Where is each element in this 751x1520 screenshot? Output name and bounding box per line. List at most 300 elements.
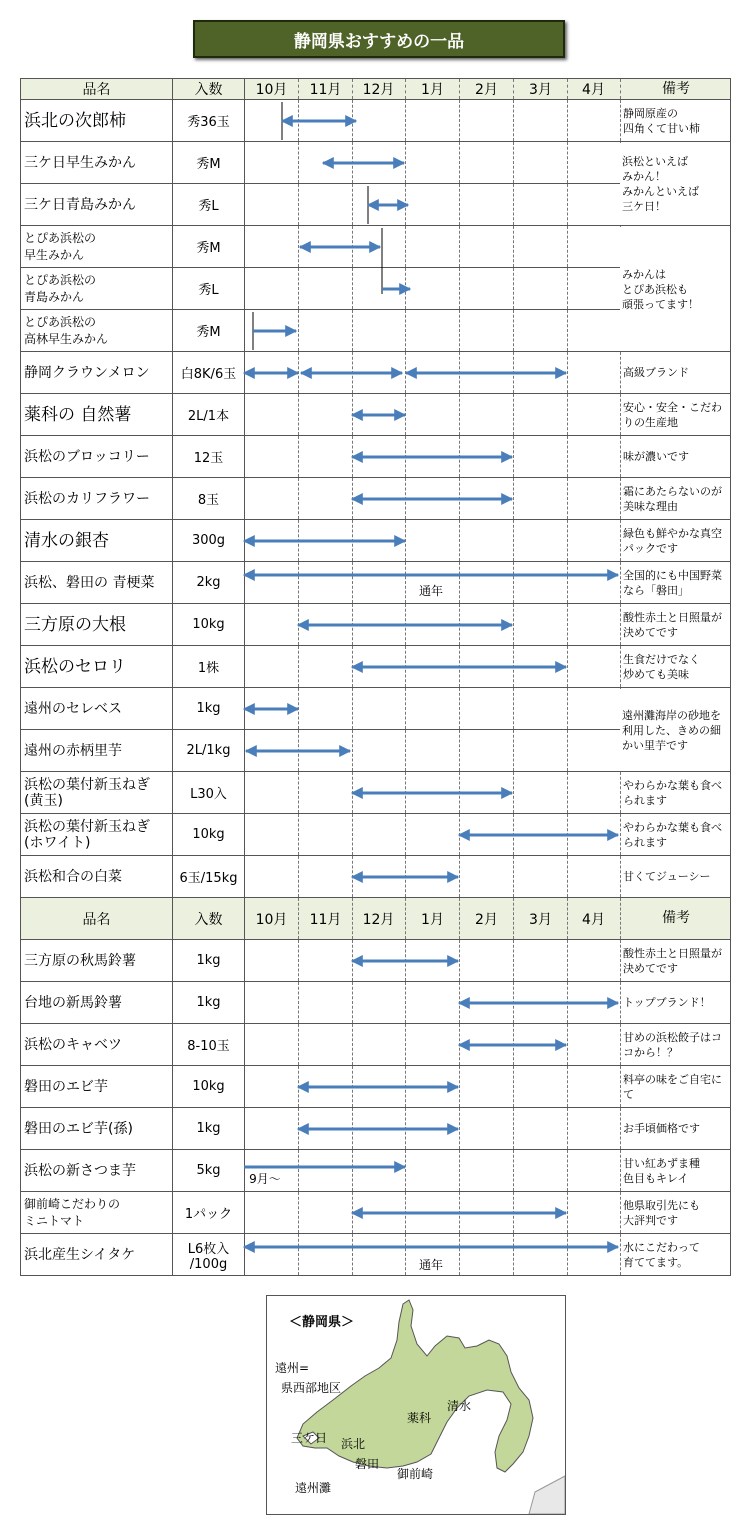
month-cell — [514, 772, 568, 813]
month-cell — [567, 730, 621, 771]
month-cell — [567, 688, 621, 729]
product-name-text: 三方原の大根 — [24, 614, 126, 635]
product-qty: 12玉 — [173, 436, 245, 477]
month-cell — [514, 814, 568, 855]
product-qty: 2L/1kg — [173, 730, 245, 771]
month-cell — [406, 982, 460, 1023]
month-cell — [352, 100, 406, 141]
shizuoka-map — [266, 1295, 566, 1515]
month-cell — [299, 520, 353, 561]
map-page-curl — [529, 1476, 565, 1514]
month-cell — [352, 226, 406, 267]
table-row — [20, 856, 731, 898]
month-cell — [245, 310, 299, 351]
product-name — [21, 646, 173, 687]
month-cell — [299, 352, 353, 393]
product-qty: 白8K/6玉 — [173, 352, 245, 393]
product-note: 霜にあたらないのが美味な理由 — [623, 484, 722, 513]
product-note: 甘めの浜松餃子はココから！？ — [623, 1030, 722, 1059]
table-row — [20, 646, 731, 688]
month-cell — [514, 1234, 568, 1275]
header-note: 備考 — [662, 80, 690, 97]
product-qty: 秀L — [173, 268, 245, 309]
month-cell — [245, 142, 299, 183]
product-name-text: 浜松のキャベツ — [24, 1036, 122, 1053]
month-cell — [460, 1024, 514, 1065]
product-name — [21, 856, 173, 897]
month-cell — [352, 478, 406, 519]
table-row — [20, 478, 731, 520]
product-name — [21, 1192, 173, 1233]
month-cell — [245, 478, 299, 519]
month-cell — [460, 520, 514, 561]
month-cell — [567, 352, 621, 393]
month-cell — [352, 268, 406, 309]
month-cell — [299, 772, 353, 813]
product-qty: 10kg — [173, 604, 245, 645]
month-cell — [514, 268, 568, 309]
month-cell — [352, 1108, 406, 1149]
map-label-mikkabi: 三ケ日 — [291, 1431, 328, 1445]
product-name-text: 磐田のエビ芋(孫) — [24, 1120, 133, 1137]
month-cell — [406, 478, 460, 519]
product-qty: 1株 — [173, 646, 245, 687]
product-name-text: 三ケ日早生みかん — [24, 154, 136, 171]
month-cell — [352, 1192, 406, 1233]
month-cell — [514, 226, 568, 267]
month-cell — [406, 142, 460, 183]
month-cell — [245, 184, 299, 225]
month-cell — [299, 982, 353, 1023]
product-note: 水にこだわって 育ててます。 — [623, 1240, 700, 1269]
month-cell — [567, 142, 621, 183]
header-month: 1月 — [406, 898, 460, 939]
product-name-text: 遠州のセレベス — [24, 700, 122, 717]
month-cell — [460, 478, 514, 519]
product-qty: 1kg — [173, 1108, 245, 1149]
month-cell — [245, 394, 299, 435]
month-cell — [352, 604, 406, 645]
header-month: 3月 — [514, 79, 568, 99]
product-name — [21, 436, 173, 477]
month-cell — [514, 520, 568, 561]
product-name — [21, 184, 173, 225]
month-cell — [460, 352, 514, 393]
month-cell — [299, 394, 353, 435]
month-cell — [352, 352, 406, 393]
year-round-label: 通年 — [418, 584, 444, 598]
product-name — [21, 562, 173, 603]
header-month: 2月 — [460, 79, 514, 99]
month-cell — [460, 1108, 514, 1149]
product-qty: 秀L — [173, 184, 245, 225]
month-cell — [514, 310, 568, 351]
month-cell — [245, 1192, 299, 1233]
month-cell — [299, 1150, 353, 1191]
month-cell — [567, 1066, 621, 1107]
month-cell — [514, 940, 568, 981]
month-cell — [352, 982, 406, 1023]
month-cell — [514, 100, 568, 141]
month-cell — [352, 1150, 406, 1191]
product-note: やわらかな葉も食べられます — [623, 778, 722, 807]
merged-note-mikan1: 浜松といえば みかん！ みかんといえば 三ケ日！ — [620, 143, 730, 225]
month-cell — [406, 310, 460, 351]
header-name: 品名 — [21, 79, 173, 99]
month-cell — [352, 856, 406, 897]
product-note: 生食だけでなく 炒めても美味 — [623, 652, 700, 681]
product-name — [21, 478, 173, 519]
month-cell — [352, 394, 406, 435]
header-qty: 入数 — [173, 79, 245, 99]
month-cell — [299, 1108, 353, 1149]
header-month: 11月 — [299, 79, 353, 99]
month-cell — [460, 1150, 514, 1191]
month-cell — [406, 772, 460, 813]
month-cell — [406, 1066, 460, 1107]
month-cell — [406, 436, 460, 477]
month-cell — [460, 730, 514, 771]
month-cell — [460, 1066, 514, 1107]
product-name — [21, 604, 173, 645]
table-header-row — [20, 898, 731, 940]
month-cell — [460, 982, 514, 1023]
product-note: お手頃価格です — [623, 1122, 700, 1135]
table-row — [20, 1150, 731, 1192]
product-qty: 秀36玉 — [173, 100, 245, 141]
month-cell — [567, 100, 621, 141]
month-cell — [406, 814, 460, 855]
product-name-text: とぴあ浜松の 青島みかん — [24, 272, 97, 304]
month-cell — [406, 268, 460, 309]
table-row — [20, 1024, 731, 1066]
month-cell — [406, 184, 460, 225]
table-row — [20, 1192, 731, 1234]
month-cell — [514, 982, 568, 1023]
product-note: 静岡原産の 四角くて甘い柿 — [623, 106, 700, 135]
month-cell — [460, 1192, 514, 1233]
month-cell — [352, 940, 406, 981]
header-qty: 入数 — [173, 898, 245, 939]
month-cell — [245, 562, 299, 603]
table-row — [20, 1108, 731, 1150]
month-cell — [406, 352, 460, 393]
product-qty: 秀M — [173, 142, 245, 183]
month-cell — [406, 1024, 460, 1065]
map-label-yakka: 薬科 — [407, 1411, 432, 1425]
month-cell — [460, 562, 514, 603]
month-cell — [460, 436, 514, 477]
month-cell — [567, 772, 621, 813]
product-qty: 8玉 — [173, 478, 245, 519]
product-note: 酸性赤土と日照量が決めてです — [623, 610, 722, 639]
month-cell — [352, 1066, 406, 1107]
month-cell — [514, 1108, 568, 1149]
product-name-text: とぴあ浜松の 早生みかん — [24, 230, 97, 262]
map-label-enshu: 遠州= — [275, 1361, 310, 1375]
map-label-west: 県西部地区 — [281, 1381, 342, 1395]
month-cell — [406, 1234, 460, 1275]
month-cell — [352, 562, 406, 603]
table-row — [20, 562, 731, 604]
month-cell — [245, 1108, 299, 1149]
month-cell — [245, 856, 299, 897]
month-cell — [406, 730, 460, 771]
map-label-shimizu: 清水 — [447, 1399, 472, 1413]
month-cell — [406, 940, 460, 981]
product-qty: 10kg — [173, 814, 245, 855]
product-qty: 1kg — [173, 940, 245, 981]
table-row — [20, 1234, 731, 1276]
product-qty: 1kg — [173, 688, 245, 729]
product-name — [21, 772, 173, 813]
month-cell — [460, 856, 514, 897]
product-name-text: 御前崎こだわりの ミニトマト — [24, 1196, 121, 1228]
product-note: 味が濃いです — [623, 450, 689, 463]
month-cell — [299, 856, 353, 897]
month-cell — [567, 184, 621, 225]
table-row — [20, 352, 731, 394]
month-cell — [245, 352, 299, 393]
month-cell — [514, 688, 568, 729]
month-cell — [299, 688, 353, 729]
month-cell — [567, 478, 621, 519]
header-month: 4月 — [567, 898, 621, 939]
header-month: 11月 — [299, 898, 353, 939]
product-name-text: とぴあ浜松の 高林早生みかん — [24, 314, 109, 346]
month-cell — [567, 520, 621, 561]
month-cell — [245, 1234, 299, 1275]
month-cell — [352, 730, 406, 771]
month-cell — [406, 688, 460, 729]
table-header-row — [20, 78, 731, 100]
month-cell — [514, 352, 568, 393]
month-cell — [514, 1192, 568, 1233]
month-cell — [245, 814, 299, 855]
month-cell — [299, 142, 353, 183]
header-month: 2月 — [460, 898, 514, 939]
product-name-text: 清水の銀杏 — [24, 530, 109, 551]
product-qty: 10kg — [173, 1066, 245, 1107]
product-name-text: 浜松の葉付新玉ねぎ (ホワイト) — [24, 818, 150, 851]
month-cell — [299, 646, 353, 687]
month-cell — [567, 604, 621, 645]
start-september-label: 9月～ — [249, 1172, 281, 1186]
month-cell — [460, 142, 514, 183]
month-cell — [352, 1234, 406, 1275]
product-name-text: 三ケ日青島みかん — [24, 196, 136, 213]
month-cell — [245, 226, 299, 267]
month-cell — [299, 730, 353, 771]
month-cell — [460, 604, 514, 645]
month-cell — [514, 478, 568, 519]
product-qty: L30入 — [173, 772, 245, 813]
month-cell — [299, 226, 353, 267]
month-cell — [299, 268, 353, 309]
month-cell — [567, 1024, 621, 1065]
month-cell — [406, 604, 460, 645]
product-qty: 6玉/15kg — [173, 856, 245, 897]
month-cell — [299, 310, 353, 351]
product-name-text: 台地の新馬鈴薯 — [24, 994, 122, 1011]
month-cell — [567, 268, 621, 309]
month-cell — [514, 394, 568, 435]
product-name-text: 浜北の次郎柿 — [24, 110, 126, 131]
month-cell — [299, 1024, 353, 1065]
product-name — [21, 1066, 173, 1107]
month-cell — [514, 730, 568, 771]
month-cell — [406, 1108, 460, 1149]
month-cell — [299, 604, 353, 645]
month-cell — [299, 184, 353, 225]
month-cell — [460, 646, 514, 687]
product-name-text: 遠州の赤柄里芋 — [24, 742, 122, 759]
month-cell — [299, 436, 353, 477]
month-cell — [245, 982, 299, 1023]
product-qty: 2kg — [173, 562, 245, 603]
month-cell — [299, 1234, 353, 1275]
header-month: 12月 — [352, 898, 406, 939]
month-cell — [460, 772, 514, 813]
table-row — [20, 940, 731, 982]
month-cell — [567, 1108, 621, 1149]
product-note: 高級ブランド — [623, 366, 689, 379]
month-cell — [352, 520, 406, 561]
month-cell — [406, 520, 460, 561]
month-cell — [460, 688, 514, 729]
table-row — [20, 814, 731, 856]
product-name-text: 浜松のブロッコリー — [24, 448, 150, 465]
month-cell — [460, 940, 514, 981]
product-name — [21, 1108, 173, 1149]
month-cell — [514, 1066, 568, 1107]
product-name — [21, 226, 173, 267]
product-name — [21, 394, 173, 435]
month-cell — [352, 772, 406, 813]
header-month: 4月 — [567, 79, 621, 99]
product-name — [21, 730, 173, 771]
header-month: 1月 — [406, 79, 460, 99]
map-label-omaezaki: 御前崎 — [397, 1467, 434, 1481]
header-note: 備考 — [662, 910, 690, 926]
month-cell — [245, 520, 299, 561]
month-cell — [460, 184, 514, 225]
product-name — [21, 1150, 173, 1191]
product-name — [21, 268, 173, 309]
month-cell — [514, 184, 568, 225]
month-cell — [245, 100, 299, 141]
month-cell — [299, 478, 353, 519]
header-month: 12月 — [352, 79, 406, 99]
month-cell — [245, 1150, 299, 1191]
month-cell — [567, 646, 621, 687]
month-cell — [567, 310, 621, 351]
month-cell — [406, 100, 460, 141]
product-name-text: 浜松和合の白菜 — [24, 868, 122, 885]
product-qty: 1パック — [173, 1192, 245, 1233]
month-cell — [352, 1024, 406, 1065]
product-name — [21, 688, 173, 729]
month-cell — [352, 436, 406, 477]
product-name-text: 三方原の秋馬鈴薯 — [24, 952, 136, 969]
product-name — [21, 814, 173, 855]
product-note: 全国的にも中国野菜なら「磐田」 — [623, 568, 722, 597]
merged-note-enshu: 遠州灘海岸の砂地を利用した、きめの細かい里芋です — [620, 689, 730, 771]
month-cell — [567, 394, 621, 435]
product-qty: 8-10玉 — [173, 1024, 245, 1065]
map-title: ＜静岡県＞ — [289, 1315, 355, 1330]
month-cell — [567, 562, 621, 603]
product-qty: 2L/1本 — [173, 394, 245, 435]
page-title: 静岡県おすすめの一品 — [193, 20, 565, 58]
month-cell — [299, 562, 353, 603]
month-cell — [406, 562, 460, 603]
month-cell — [514, 604, 568, 645]
month-cell — [460, 814, 514, 855]
merged-note-mikan2: みかんは とぴあ浜松も 頑張ってます！ — [620, 227, 730, 351]
product-qty: 秀M — [173, 310, 245, 351]
table-row — [20, 100, 731, 142]
month-cell — [352, 310, 406, 351]
product-note: 緑色も鮮やかな真空パックです — [623, 526, 722, 555]
header-month: 10月 — [245, 79, 299, 99]
table-row — [20, 436, 731, 478]
month-cell — [299, 940, 353, 981]
product-qty: L6枚入 /100g — [173, 1234, 245, 1275]
map-label-iwata: 磐田 — [355, 1457, 380, 1471]
product-name-text: 浜松、磐田の 青梗菜 — [24, 574, 155, 591]
product-name — [21, 982, 173, 1023]
month-cell — [514, 1024, 568, 1065]
product-qty: 5kg — [173, 1150, 245, 1191]
month-cell — [567, 940, 621, 981]
product-name-text: 浜北産生シイタケ — [24, 1246, 136, 1263]
month-cell — [406, 1150, 460, 1191]
product-name — [21, 310, 173, 351]
month-cell — [460, 226, 514, 267]
month-cell — [406, 646, 460, 687]
product-name-text: 浜松の葉付新玉ねぎ (黄玉) — [24, 776, 150, 809]
month-cell — [245, 268, 299, 309]
month-cell — [245, 688, 299, 729]
month-cell — [514, 562, 568, 603]
product-name — [21, 142, 173, 183]
product-name — [21, 100, 173, 141]
product-note: 安心・安全・こだわりの生産地 — [623, 400, 722, 429]
product-note: 料亭の味をご自宅にて — [623, 1072, 722, 1101]
month-cell — [567, 1150, 621, 1191]
month-cell — [299, 1192, 353, 1233]
product-name-text: 磐田のエビ芋 — [24, 1078, 108, 1095]
month-cell — [299, 814, 353, 855]
month-cell — [567, 856, 621, 897]
year-round-label: 通年 — [418, 1258, 444, 1272]
month-cell — [245, 940, 299, 981]
product-qty: 1kg — [173, 982, 245, 1023]
month-cell — [299, 100, 353, 141]
month-cell — [514, 1150, 568, 1191]
month-cell — [299, 1066, 353, 1107]
table-row — [20, 520, 731, 562]
table-row — [20, 772, 731, 814]
product-note: やわらかな葉も食べられます — [623, 820, 722, 849]
product-name — [21, 1234, 173, 1275]
product-name — [21, 352, 173, 393]
product-name — [21, 520, 173, 561]
month-cell — [245, 730, 299, 771]
product-note: 甘くてジューシー — [623, 870, 711, 883]
month-cell — [514, 142, 568, 183]
